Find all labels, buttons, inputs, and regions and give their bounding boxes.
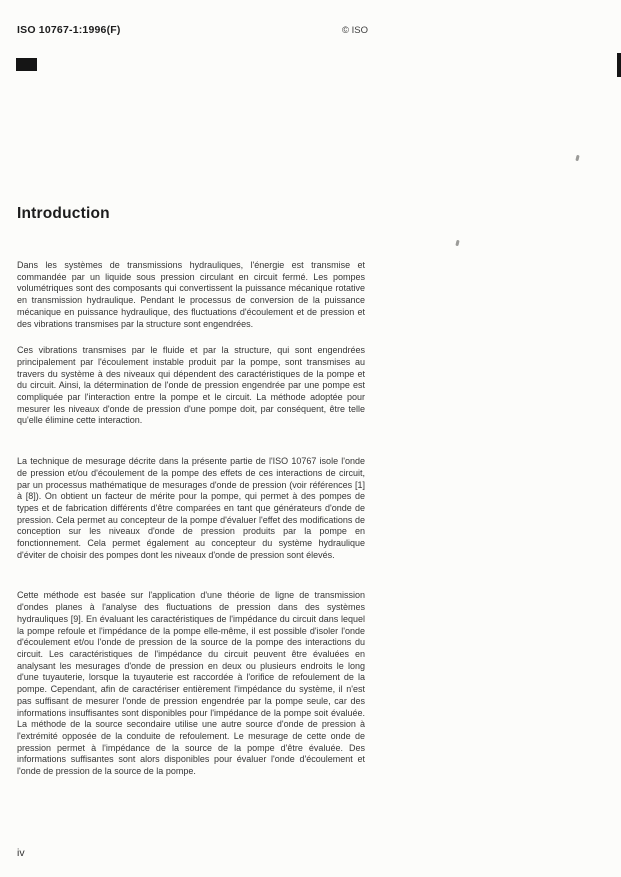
page-footer [17, 847, 25, 859]
scan-edge-artifact [617, 53, 621, 77]
document-number: ISO 10767-1:1996(F) [17, 24, 121, 36]
paragraph-4: Cette méthode est basée sur l'application d'une théorie de ligne de transmission d'ondes planes à l'analyse des fluctuations de pression dans des systèmes hydrauliques [9]. En évaluant les caractéristiques de l'impédance du circuit dans lequel la pompe refoule et l'impédance de la pompe elle-même, il est possible d'isoler l'onde d'écoulement et/ou l'onde de pression de la source de la pompe des interactions du circuit. Les caractéristiques de l'impédance du circuit peuvent être évaluées en analysant les mesurages d'onde de pression en deux ou plusieurs endroits le long d'une tuyauterie, lorsque la tuyauterie est raccordée à l'orifice de refoulement de la pompe. Cependant, afin de caractériser entièrement l'impédance du système, il n'est pas suffisant de mesurer l'onde de pression engendrée par la pompe seule, car des informations insuffisantes sont disponibles pour l'impédance de la pompe soit évaluée. La méthode de la source secondaire utilise une autre source d'onde de pression à l'extrémité opposée de la conduite de refoulement. Le mesurage de cette onde de pression permet à l'impédance de la source de la pompe d'être évaluée. Des informations suffisantes sont alors disponibles pour évaluer l'onde d'écoulement et l'onde de pression de la source de la pompe. [17, 590, 365, 777]
registration-mark [16, 58, 37, 71]
paragraph-2: Ces vibrations transmises par le fluide et par la structure, qui sont engendrées principalement par l'écoulement instable produit par la pompe, sont transmises au travers du système à des niveaux qui dépendent des caractéristiques de la pompe et du circuit. Ainsi, la détermination de l'onde de pression engendrée par une pompe est compliquée par l'interaction entre la pompe et le circuit. La méthode adoptée pour mesurer les niveaux d'onde de pression d'une pompe doit, par conséquent, être telle qu'elle élimine cette interaction. [17, 345, 365, 426]
page-number: iv [17, 847, 25, 859]
page-header [17, 24, 368, 36]
introduction-body [17, 260, 365, 793]
copyright-notice: © ISO [341, 25, 368, 36]
scan-speck [455, 240, 459, 247]
paragraph-1: Dans les systèmes de transmissions hydrauliques, l'énergie est transmise et commandée par un liquide sous pression circulant en circuit fermé. Les pompes volumétriques sont des composants qui convertissent la puissance mécanique rotative en transmission hydraulique. Pendant le processus de conversion de la puissance mécanique en puissance hydraulique, des fluctuations d'écoulement et de pression et des vibrations transmises par la structure sont engendrées. [17, 260, 365, 329]
scan-speck [575, 155, 579, 162]
paragraph-3: La technique de mesurage décrite dans la présente partie de l'ISO 10767 isole l'onde de pression et/ou d'écoulement de la pompe des effets de ces interactions de circuit, par un processus mathématique de mesurages d'onde de pression (voir références [1] à [8]). On obtient un facteur de mérite pour la pompe, qui permet à des pompes de types et de fabrication différents d'être comparées en tant que générateurs d'onde de pression. Cela permet au concepteur de la pompe d'évaluer l'effet des modifications de conception sur les niveaux d'onde de pression produits par la pompe en fonctionnement. Cela permet également au concepteur du système hydraulique d'éviter de choisir des pompes dont les niveaux d'onde de pression sont élevés. [17, 456, 365, 560]
section-title: Introduction [17, 205, 110, 222]
